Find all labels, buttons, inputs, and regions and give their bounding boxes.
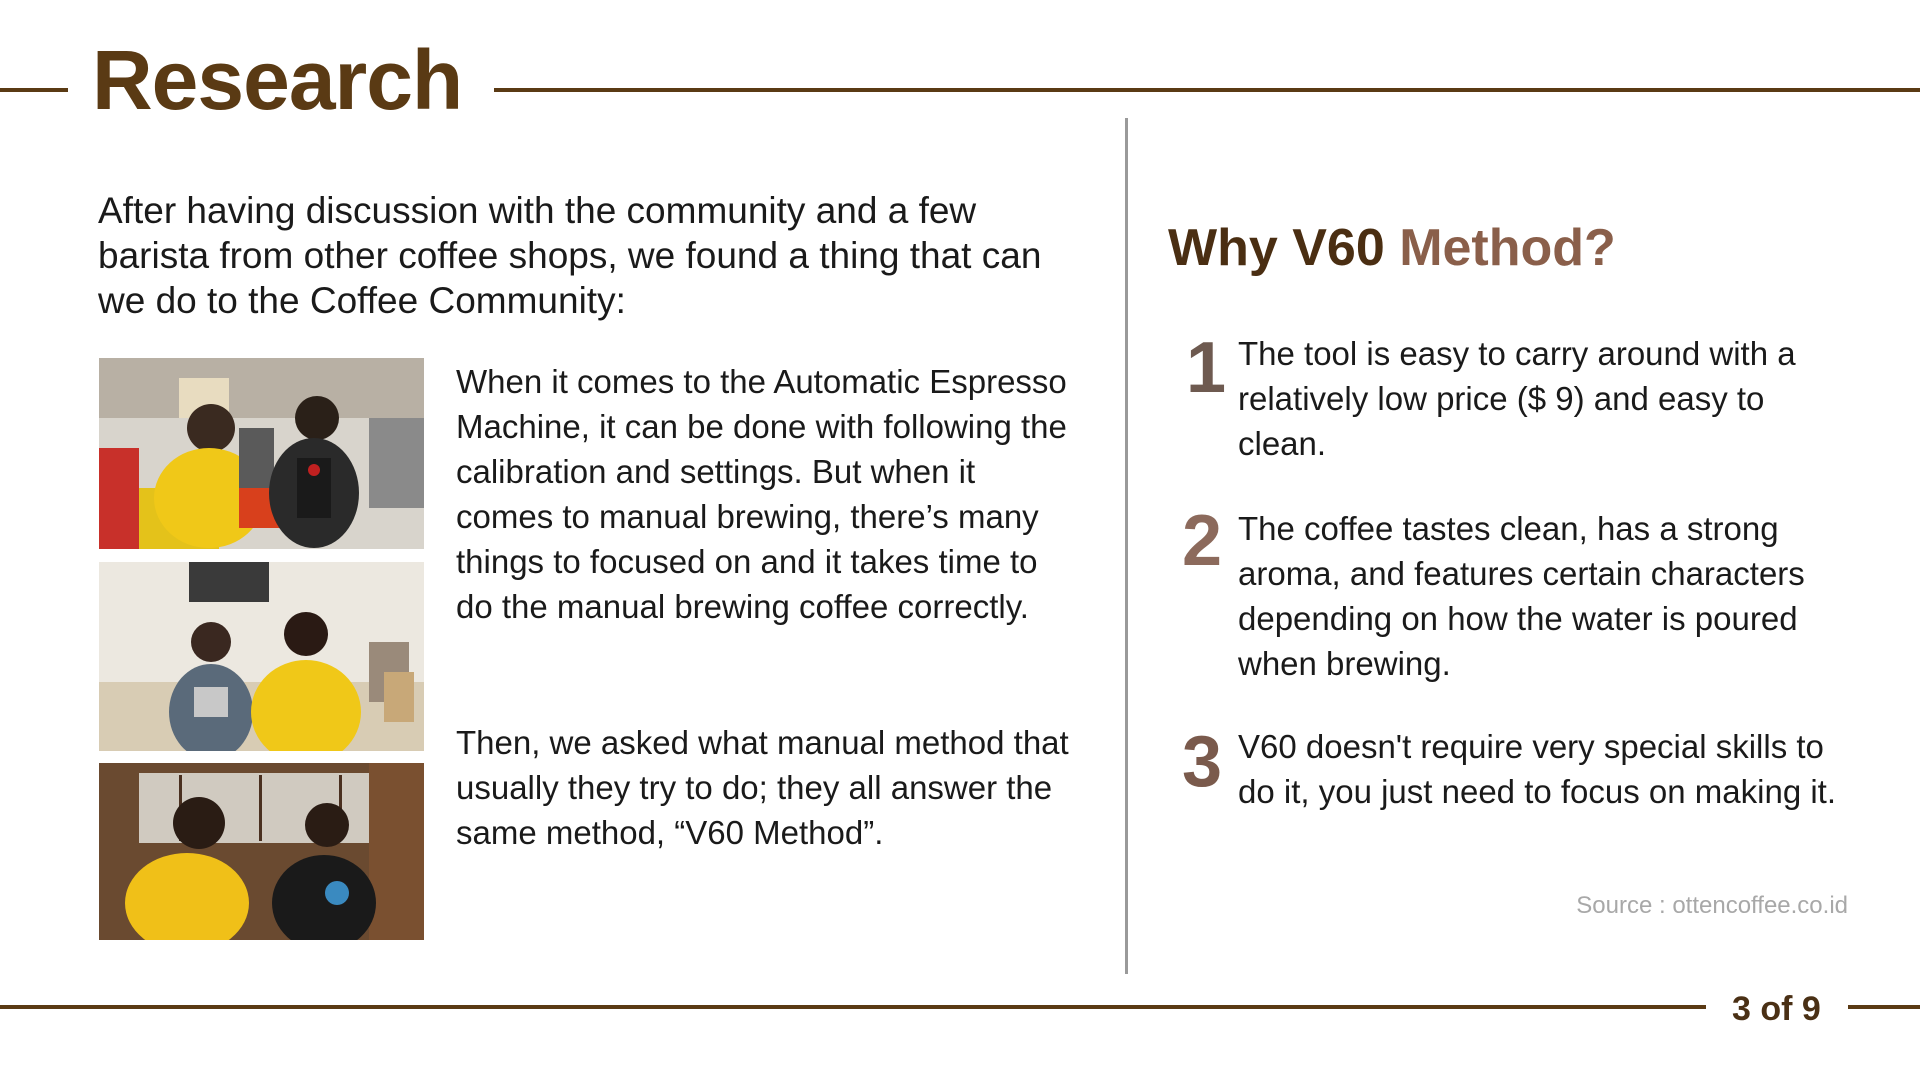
title-rule-left [0, 88, 68, 92]
reason-1-text: The tool is easy to carry around with a relatively low price ($ 9) and easy to clean. [1238, 335, 1796, 462]
why-v60-heading-part2: Method? [1399, 219, 1616, 277]
reason-number-1: 1 [1185, 328, 1227, 408]
footer-rule-left [0, 1005, 1706, 1009]
page-title: Research [92, 33, 463, 127]
intro-text: After having discussion with the community and a few barista from other coffee shops, we found a thing that can we do to the Coffee Community: [98, 190, 1042, 321]
reason-2-text: The coffee tastes clean, has a strong aroma, and features certain characters depending on how the water is poured when brewing. [1238, 510, 1805, 682]
photo-baristas-shop [99, 562, 424, 751]
footer-rule-right [1848, 1005, 1920, 1009]
why-v60-heading [1168, 218, 1616, 278]
column-divider [1125, 118, 1128, 974]
photo-baristas-counter [99, 358, 424, 549]
reason-number-2: 2 [1181, 501, 1223, 581]
paragraph-automatic-vs-manual: When it comes to the Automatic Espresso Machine, it can be done with following the calibration and settings. But when it comes to manual brewing, there’s many things to focused on and it takes time to do the manual brewing coffee correctly. [456, 363, 1067, 625]
title-rule-right [494, 88, 1920, 92]
page-indicator: 3 of 9 [1732, 990, 1821, 1028]
why-v60-heading-part1: Why V60 [1168, 219, 1400, 277]
paragraph-v60-answer: Then, we asked what manual method that usually they try to do; they all answer the same method, “V60 Method”. [456, 724, 1069, 851]
reason-3-text: V60 doesn't require very special skills to do it, you just need to focus on making it. [1238, 728, 1837, 810]
reason-number-3: 3 [1181, 722, 1223, 802]
photo-baristas-seated [99, 763, 424, 940]
source-citation: Source : ottencoffee.co.id [1576, 892, 1848, 919]
